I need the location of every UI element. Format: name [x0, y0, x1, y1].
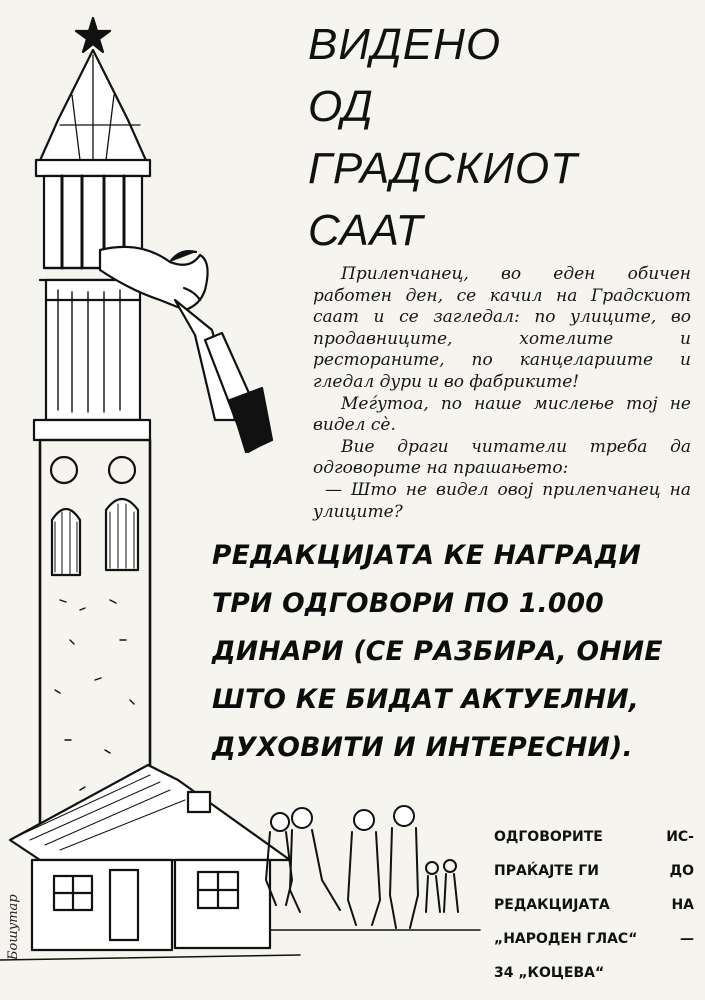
- question-paragraph: — Што не видел овој прилепчанец на улиците?: [313, 479, 691, 522]
- page-title: [308, 14, 688, 262]
- title-line: СААТ: [308, 206, 424, 255]
- send-word: ОДГОВОРИТЕ: [494, 829, 603, 845]
- send-word: ИС-: [666, 829, 694, 845]
- send-word: —: [680, 931, 694, 947]
- send-instructions: [494, 820, 694, 990]
- send-word: РЕДАКЦИЈАТА: [494, 897, 610, 913]
- title-line: ГРАДСКИОТ: [308, 144, 578, 193]
- artist-signature: Бошутар: [6, 894, 21, 960]
- award-line: ДИНАРИ (СЕ РАЗБИРА, ОНИЕ: [212, 636, 663, 667]
- send-line: [494, 854, 694, 888]
- title-line: ОД: [308, 82, 374, 131]
- award-line: РЕДАКЦИЈАТА КЕ НАГРАДИ: [212, 540, 642, 571]
- paragraph: Вие драги читатели треба да одговорите на прашањето:: [313, 436, 691, 479]
- send-word: „НАРОДЕН ГЛАС“: [494, 931, 638, 947]
- star-icon: [76, 18, 110, 52]
- award-line: ДУХОВИТИ И ИНТЕРЕСНИ).: [212, 732, 633, 763]
- send-word: ПРАЌАЈТЕ ГИ: [494, 863, 599, 879]
- article-body: [313, 264, 691, 523]
- paragraph: Меѓутоа, по наше мислење тој не видел сè.: [313, 393, 691, 436]
- send-line: [494, 820, 694, 854]
- send-line: [494, 956, 694, 990]
- send-line: [494, 888, 694, 922]
- send-line: [494, 922, 694, 956]
- award-line: ТРИ ОДГОВОРИ ПО 1.000: [212, 588, 605, 619]
- title-line: ВИДЕНО: [308, 20, 502, 69]
- send-word: ДО: [669, 863, 694, 879]
- send-word: НА: [671, 897, 694, 913]
- award-line: ШТО КЕ БИДАТ АКТУЕЛНИ,: [212, 684, 640, 715]
- paragraph: Прилепчанец, во еден обичен работен ден, се качил на Градскиот саат и се загледал: по улиците, во продавниците, хотелите и рестораните, по канцелариите и гледал дури и во фабриките!: [313, 264, 691, 392]
- award-announcement: [212, 532, 692, 772]
- send-word: 34 „КОЦЕВА“: [494, 965, 605, 981]
